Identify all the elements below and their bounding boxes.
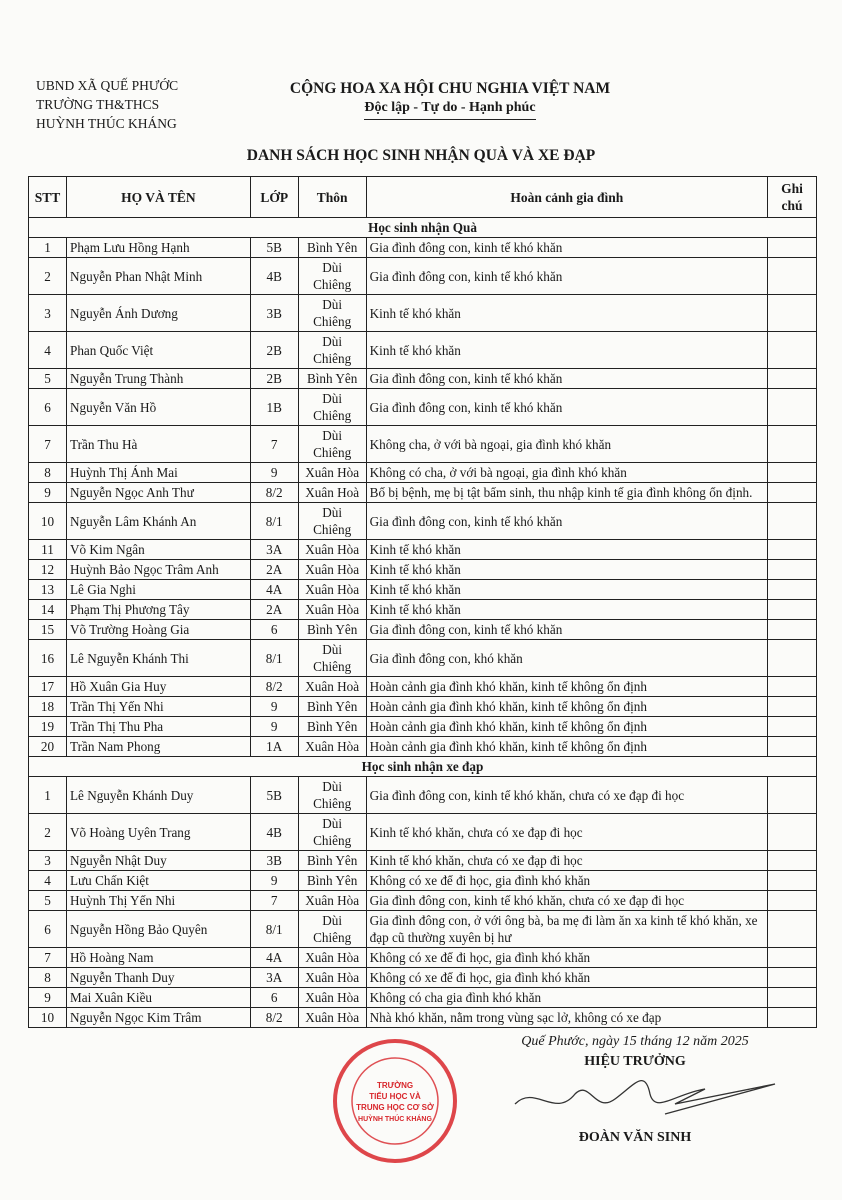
cell-stt: 10 — [29, 503, 67, 540]
cell-note — [768, 968, 817, 988]
cell-stt: 1 — [29, 238, 67, 258]
signature-area — [0, 1034, 842, 1184]
cell-note — [768, 369, 817, 389]
nation-name: CỘNG HOA XA HỘI CHU NGHIA VIỆT NAM — [289, 80, 611, 97]
table-header-row — [29, 177, 817, 218]
cell-stt: 9 — [29, 483, 67, 503]
cell-circumstance: Không có cha, ở với bà ngoại, gia đình khó khăn — [366, 463, 767, 483]
cell-circumstance: Không có cha gia đình khó khăn — [366, 988, 767, 1008]
cell-name: Lưu Chấn Kiệt — [66, 871, 250, 891]
cell-stt: 4 — [29, 332, 67, 369]
cell-village: Xuân Hòa — [298, 891, 366, 911]
cell-name: Trần Nam Phong — [66, 737, 250, 757]
cell-stt: 1 — [29, 777, 67, 814]
table-row — [29, 677, 817, 697]
cell-circumstance: Gia đình đông con, kinh tế khó khăn — [366, 503, 767, 540]
cell-note — [768, 697, 817, 717]
cell-name: Lê Nguyễn Khánh Thi — [66, 640, 250, 677]
cell-stt: 7 — [29, 426, 67, 463]
cell-name: Phan Quốc Việt — [66, 332, 250, 369]
cell-name: Nguyễn Ánh Dương — [66, 295, 250, 332]
cell-class: 3A — [250, 540, 298, 560]
cell-stt: 18 — [29, 697, 67, 717]
cell-class: 4B — [250, 814, 298, 851]
cell-circumstance: Không có xe để đi học, gia đình khó khăn — [366, 948, 767, 968]
table-row — [29, 483, 817, 503]
table-row — [29, 640, 817, 677]
cell-village: Xuân Hòa — [298, 968, 366, 988]
document-title: DANH SÁCH HỌC SINH NHẬN QUÀ VÀ XE ĐẠP — [246, 147, 596, 164]
cell-circumstance: Gia đình đông con, kinh tế khó khăn — [366, 620, 767, 640]
cell-note — [768, 620, 817, 640]
cell-circumstance: Không có xe để đi học, gia đình khó khăn — [366, 871, 767, 891]
section-label: Học sinh nhận Quà — [29, 218, 817, 238]
cell-village: Dùi Chiêng — [298, 814, 366, 851]
cell-class: 1A — [250, 737, 298, 757]
cell-note — [768, 295, 817, 332]
table-row — [29, 1008, 817, 1028]
cell-note — [768, 851, 817, 871]
cell-village: Xuân Hòa — [298, 1008, 366, 1028]
cell-note — [768, 600, 817, 620]
cell-circumstance: Gia đình đông con, kinh tế khó khăn — [366, 258, 767, 295]
cell-class: 7 — [250, 891, 298, 911]
table-row — [29, 814, 817, 851]
cell-note — [768, 988, 817, 1008]
column-header-stt: STT — [29, 177, 67, 218]
cell-stt: 6 — [29, 389, 67, 426]
cell-village: Dùi Chiêng — [298, 777, 366, 814]
cell-village: Bình Yên — [298, 369, 366, 389]
cell-circumstance: Gia đình đông con, ở với ông bà, ba mẹ đi làm ăn xa kinh tế khó khăn, xe đạp cũ thường xuyên bị hư — [366, 911, 767, 948]
table-row — [29, 988, 817, 1008]
cell-stt: 19 — [29, 717, 67, 737]
cell-class: 9 — [250, 871, 298, 891]
cell-name: Nguyễn Ngọc Kim Trâm — [66, 1008, 250, 1028]
cell-circumstance: Hoàn cảnh gia đình khó khăn, kinh tế không ổn định — [366, 737, 767, 757]
svg-text:TIỂU HỌC VÀ: TIỂU HỌC VÀ — [369, 1092, 421, 1101]
cell-village: Dùi Chiêng — [298, 640, 366, 677]
cell-stt: 11 — [29, 540, 67, 560]
cell-village: Xuân Hoà — [298, 677, 366, 697]
cell-class: 2B — [250, 332, 298, 369]
table-row — [29, 540, 817, 560]
cell-note — [768, 580, 817, 600]
table-row — [29, 600, 817, 620]
cell-name: Trần Thị Yến Nhi — [66, 697, 250, 717]
cell-circumstance: Bố bị bệnh, mẹ bị tật bẩm sinh, thu nhập kinh tế gia đình không ổn định. — [366, 483, 767, 503]
cell-stt: 13 — [29, 580, 67, 600]
cell-village: Dùi Chiêng — [298, 295, 366, 332]
table-row — [29, 948, 817, 968]
svg-text:HUỲNH THÚC KHÁNG: HUỲNH THÚC KHÁNG — [358, 1116, 432, 1123]
cell-stt: 3 — [29, 851, 67, 871]
cell-note — [768, 1008, 817, 1028]
cell-note — [768, 737, 817, 757]
student-list-table — [28, 176, 817, 1028]
cell-class: 8/1 — [250, 640, 298, 677]
section-label: Học sinh nhận xe đạp — [29, 757, 817, 777]
cell-circumstance: Nhà khó khăn, nằm trong vùng sạc lở, không có xe đạp — [366, 1008, 767, 1028]
cell-village: Dùi Chiêng — [298, 426, 366, 463]
cell-village: Xuân Hòa — [298, 988, 366, 1008]
cell-note — [768, 238, 817, 258]
cell-village: Dùi Chiêng — [298, 258, 366, 295]
cell-stt: 4 — [29, 871, 67, 891]
cell-stt: 12 — [29, 560, 67, 580]
cell-circumstance: Gia đình đông con, kinh tế khó khăn, chưa có xe đạp đi học — [366, 891, 767, 911]
handwritten-signature — [485, 1074, 785, 1124]
cell-circumstance: Gia đình đông con, kinh tế khó khăn — [366, 389, 767, 426]
table-row — [29, 851, 817, 871]
cell-note — [768, 540, 817, 560]
cell-circumstance: Gia đình đông con, kinh tế khó khăn — [366, 238, 767, 258]
cell-note — [768, 814, 817, 851]
cell-class: 8/1 — [250, 503, 298, 540]
cell-village: Xuân Hoà — [298, 483, 366, 503]
cell-circumstance: Hoàn cảnh gia đình khó khăn, kinh tế không ổn định — [366, 717, 767, 737]
cell-village: Xuân Hòa — [298, 737, 366, 757]
cell-note — [768, 717, 817, 737]
signer-role: HIỆU TRƯỞNG — [584, 1054, 686, 1069]
svg-text:TRUNG HỌC CƠ SỞ: TRUNG HỌC CƠ SỞ — [356, 1103, 434, 1112]
cell-name: Trần Thị Thu Pha — [66, 717, 250, 737]
cell-village: Xuân Hòa — [298, 600, 366, 620]
cell-note — [768, 911, 817, 948]
cell-class: 2A — [250, 600, 298, 620]
cell-village: Bình Yên — [298, 717, 366, 737]
signer-name: ĐOÀN VĂN SINH — [578, 1130, 692, 1145]
cell-note — [768, 463, 817, 483]
cell-note — [768, 503, 817, 540]
cell-note — [768, 677, 817, 697]
issuing-authority — [36, 76, 178, 133]
cell-circumstance: Kinh tế khó khăn — [366, 540, 767, 560]
cell-stt: 9 — [29, 988, 67, 1008]
column-header-village: Thôn — [298, 177, 366, 218]
cell-village: Xuân Hòa — [298, 560, 366, 580]
cell-circumstance: Gia đình đông con, khó khăn — [366, 640, 767, 677]
cell-name: Huỳnh Bảo Ngọc Trâm Anh — [66, 560, 250, 580]
cell-village: Bình Yên — [298, 238, 366, 258]
cell-class: 8/2 — [250, 483, 298, 503]
cell-class: 5B — [250, 238, 298, 258]
cell-village: Dùi Chiêng — [298, 911, 366, 948]
table-row — [29, 717, 817, 737]
cell-class: 8/1 — [250, 911, 298, 948]
cell-class: 9 — [250, 463, 298, 483]
cell-stt: 8 — [29, 463, 67, 483]
table-row — [29, 238, 817, 258]
cell-name: Trần Thu Hà — [66, 426, 250, 463]
cell-name: Nguyễn Thanh Duy — [66, 968, 250, 988]
cell-note — [768, 871, 817, 891]
cell-circumstance: Không cha, ở với bà ngoại, gia đình khó khăn — [366, 426, 767, 463]
cell-stt: 8 — [29, 968, 67, 988]
section-header-row — [29, 757, 817, 777]
cell-name: Lê Gia Nghi — [66, 580, 250, 600]
table-row — [29, 389, 817, 426]
cell-name: Phạm Lưu Hồng Hạnh — [66, 238, 250, 258]
national-motto: Độc lập - Tự do - Hạnh phúc — [364, 100, 535, 120]
cell-village: Bình Yên — [298, 871, 366, 891]
cell-class: 9 — [250, 697, 298, 717]
cell-name: Nguyễn Nhật Duy — [66, 851, 250, 871]
cell-stt: 10 — [29, 1008, 67, 1028]
cell-class: 4A — [250, 948, 298, 968]
cell-name: Nguyễn Lâm Khánh An — [66, 503, 250, 540]
svg-text:TRƯỜNG: TRƯỜNG — [376, 1081, 414, 1090]
cell-stt: 17 — [29, 677, 67, 697]
column-header-class: LỚP — [250, 177, 298, 218]
cell-name: Nguyễn Văn Hồ — [66, 389, 250, 426]
cell-class: 3B — [250, 851, 298, 871]
table-row — [29, 580, 817, 600]
cell-circumstance: Kinh tế khó khăn — [366, 560, 767, 580]
table-row — [29, 891, 817, 911]
cell-stt: 3 — [29, 295, 67, 332]
cell-name: Hồ Hoàng Nam — [66, 948, 250, 968]
cell-name: Phạm Thị Phương Tây — [66, 600, 250, 620]
cell-village: Xuân Hòa — [298, 580, 366, 600]
cell-class: 6 — [250, 988, 298, 1008]
cell-class: 9 — [250, 717, 298, 737]
cell-circumstance: Gia đình đông con, kinh tế khó khăn, chưa có xe đạp đi học — [366, 777, 767, 814]
cell-circumstance: Gia đình đông con, kinh tế khó khăn — [366, 369, 767, 389]
cell-name: Nguyễn Ngọc Anh Thư — [66, 483, 250, 503]
cell-stt: 2 — [29, 814, 67, 851]
cell-class: 4A — [250, 580, 298, 600]
cell-note — [768, 640, 817, 677]
authority-line: UBND XÃ QUẾ PHƯỚC — [36, 78, 179, 93]
cell-note — [768, 258, 817, 295]
cell-stt: 16 — [29, 640, 67, 677]
table-row — [29, 463, 817, 483]
cell-class: 1B — [250, 389, 298, 426]
cell-note — [768, 560, 817, 580]
school-stamp — [330, 1036, 460, 1166]
cell-note — [768, 948, 817, 968]
cell-village: Bình Yên — [298, 851, 366, 871]
cell-class: 8/2 — [250, 1008, 298, 1028]
cell-name: Huỳnh Thị Yến Nhi — [66, 891, 250, 911]
cell-circumstance: Hoàn cảnh gia đình khó khăn, kinh tế không ổn định — [366, 677, 767, 697]
table-row — [29, 503, 817, 540]
cell-class: 6 — [250, 620, 298, 640]
cell-class: 5B — [250, 777, 298, 814]
cell-stt: 5 — [29, 891, 67, 911]
cell-stt: 6 — [29, 911, 67, 948]
table-row — [29, 295, 817, 332]
cell-class: 7 — [250, 426, 298, 463]
cell-name: Nguyễn Phan Nhật Minh — [66, 258, 250, 295]
table-row — [29, 911, 817, 948]
cell-village: Bình Yên — [298, 620, 366, 640]
cell-class: 3B — [250, 295, 298, 332]
national-header — [250, 80, 650, 120]
table-row — [29, 737, 817, 757]
table-row — [29, 620, 817, 640]
cell-class: 3A — [250, 968, 298, 988]
cell-circumstance: Kinh tế khó khăn — [366, 332, 767, 369]
cell-name: Hồ Xuân Gia Huy — [66, 677, 250, 697]
table-row — [29, 426, 817, 463]
cell-note — [768, 426, 817, 463]
cell-circumstance: Kinh tế khó khăn, chưa có xe đạp đi học — [366, 814, 767, 851]
cell-circumstance: Kinh tế khó khăn — [366, 580, 767, 600]
cell-name: Mai Xuân Kiều — [66, 988, 250, 1008]
cell-note — [768, 389, 817, 426]
authority-line: TRƯỜNG TH&THCS — [36, 97, 160, 112]
cell-circumstance: Kinh tế khó khăn, chưa có xe đạp đi học — [366, 851, 767, 871]
cell-stt: 14 — [29, 600, 67, 620]
cell-circumstance: Kinh tế khó khăn — [366, 295, 767, 332]
cell-stt: 20 — [29, 737, 67, 757]
cell-circumstance: Không có xe để đi học, gia đình khó khăn — [366, 968, 767, 988]
cell-circumstance: Hoàn cảnh gia đình khó khăn, kinh tế không ổn định — [366, 697, 767, 717]
cell-village: Xuân Hòa — [298, 948, 366, 968]
authority-line: HUỲNH THÚC KHÁNG — [36, 116, 177, 131]
sign-date: Quế Phước, ngày 15 tháng 12 năm 2025 — [521, 1034, 749, 1049]
cell-note — [768, 777, 817, 814]
table-row — [29, 332, 817, 369]
cell-name: Võ Trường Hoàng Gia — [66, 620, 250, 640]
section-header-row — [29, 218, 817, 238]
cell-stt: 7 — [29, 948, 67, 968]
cell-village: Dùi Chiêng — [298, 332, 366, 369]
table-row — [29, 560, 817, 580]
cell-class: 2B — [250, 369, 298, 389]
table-row — [29, 968, 817, 988]
table-row — [29, 369, 817, 389]
cell-village: Dùi Chiêng — [298, 503, 366, 540]
cell-stt: 15 — [29, 620, 67, 640]
cell-name: Nguyễn Trung Thành — [66, 369, 250, 389]
cell-name: Võ Hoàng Uyên Trang — [66, 814, 250, 851]
cell-note — [768, 332, 817, 369]
cell-class: 8/2 — [250, 677, 298, 697]
column-header-name: HỌ VÀ TÊN — [66, 177, 250, 218]
table-row — [29, 258, 817, 295]
column-header-note: Ghi chú — [768, 177, 817, 218]
table-row — [29, 871, 817, 891]
cell-note — [768, 483, 817, 503]
cell-village: Xuân Hòa — [298, 540, 366, 560]
cell-note — [768, 891, 817, 911]
cell-name: Huỳnh Thị Ánh Mai — [66, 463, 250, 483]
cell-name: Lê Nguyễn Khánh Duy — [66, 777, 250, 814]
cell-village: Xuân Hòa — [298, 463, 366, 483]
cell-village: Bình Yên — [298, 697, 366, 717]
cell-stt: 2 — [29, 258, 67, 295]
cell-village: Dùi Chiêng — [298, 389, 366, 426]
table-row — [29, 697, 817, 717]
column-header-circumstance: Hoàn cảnh gia đình — [366, 177, 767, 218]
signature-block — [470, 1034, 800, 1146]
cell-class: 4B — [250, 258, 298, 295]
cell-stt: 5 — [29, 369, 67, 389]
cell-name: Nguyễn Hồng Bảo Quyên — [66, 911, 250, 948]
cell-class: 2A — [250, 560, 298, 580]
cell-circumstance: Kinh tế khó khăn — [366, 600, 767, 620]
table-row — [29, 777, 817, 814]
cell-name: Võ Kim Ngân — [66, 540, 250, 560]
